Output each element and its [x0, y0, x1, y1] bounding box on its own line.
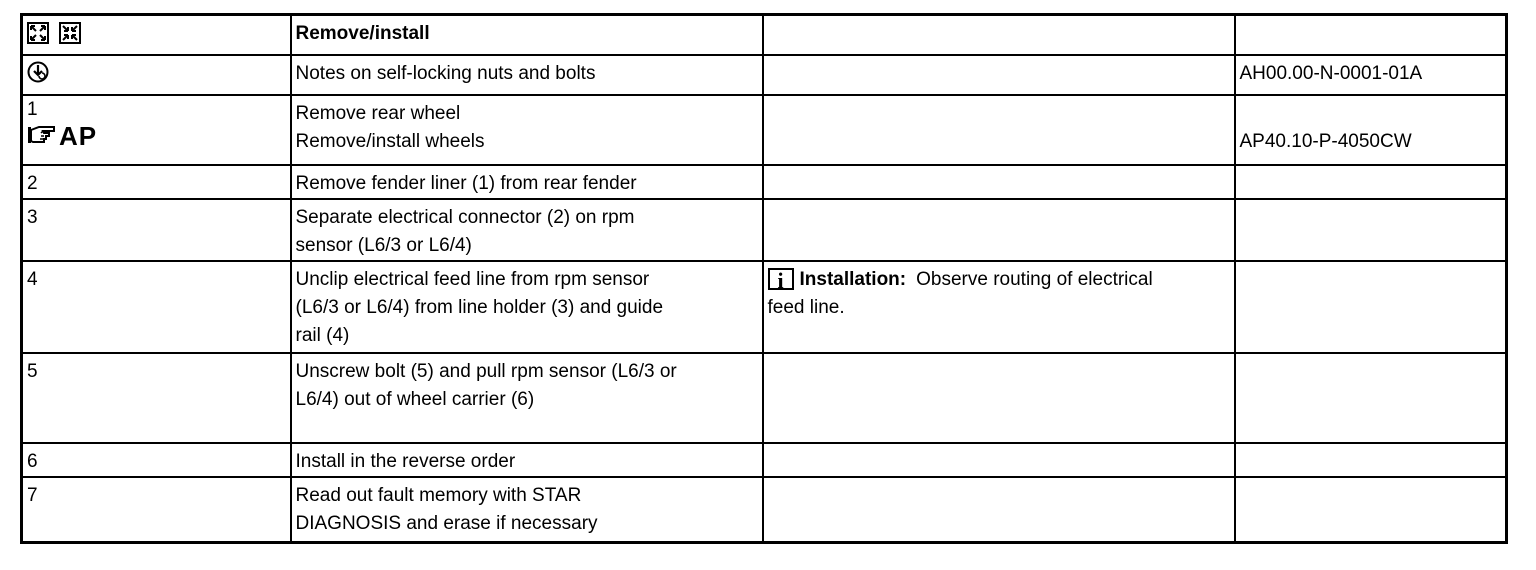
row-note-cell [763, 165, 1235, 199]
row-note-cell [763, 353, 1235, 443]
row-number-cell: 7 [22, 477, 291, 543]
table-row [22, 95, 1507, 165]
row-text-cell: Unclip electrical feed line from rpm sensor (L6/3 or L6/4) from line holder (3) and guide rail (4) [291, 261, 763, 353]
row-text-cell: Install in the reverse order [291, 443, 763, 477]
row-note-cell [763, 95, 1235, 165]
row-note-cell [763, 443, 1235, 477]
row-note-cell [763, 477, 1235, 543]
table-row [22, 199, 1507, 261]
header-note-cell [763, 15, 1235, 55]
row-number-cell: 6 [22, 443, 291, 477]
row-text-cell: Remove fender liner (1) from rear fender [291, 165, 763, 199]
row-ref-cell [1235, 165, 1507, 199]
collapse-icon[interactable] [59, 22, 81, 44]
procedure-table [20, 13, 1508, 544]
row-ref-cell [1235, 95, 1507, 165]
ap-reference[interactable] [27, 122, 285, 150]
info-icon: i [768, 268, 794, 290]
self-locking-note-icon [27, 61, 49, 92]
table-row [22, 443, 1507, 477]
row-note-cell: i Installation: Observe routing of electrical feed line. [763, 261, 1235, 353]
row-number-cell: 2 [22, 165, 291, 199]
table-row [22, 261, 1507, 353]
step-number: 1 [27, 98, 38, 120]
row-number-cell: 4 [22, 261, 291, 353]
header-icons-cell [22, 15, 291, 55]
row-ref-cell [1235, 199, 1507, 261]
row-number-cell: 3 [22, 199, 291, 261]
reference-link[interactable]: AP40.10-P-4050CW [1239, 130, 1412, 152]
row-ref-cell [1235, 477, 1507, 543]
row-note-cell [763, 199, 1235, 261]
table-row [22, 477, 1507, 543]
row-text-cell: Read out fault memory with STAR DIAGNOSIS and erase if necessary [291, 477, 763, 543]
ap-label: AP [59, 120, 98, 151]
installation-label: Installation: [799, 268, 907, 290]
row-ref-cell [1235, 443, 1507, 477]
row-text-cell: Remove rear wheel Remove/install wheels [291, 95, 763, 165]
row-text-cell: Unscrew bolt (5) and pull rpm sensor (L6/3 or L6/4) out of wheel carrier (6) [291, 353, 763, 443]
expand-icon[interactable] [27, 22, 49, 44]
pointing-hand-icon [27, 124, 57, 148]
section-title: Remove/install [295, 23, 430, 44]
header-ref-cell [1235, 15, 1507, 55]
reference-link[interactable]: AH00.00-N-0001-01A [1239, 62, 1423, 84]
row-ref-cell [1235, 261, 1507, 353]
row-icon-cell [22, 55, 291, 95]
header-title-cell [291, 15, 763, 55]
row-number-cell [22, 95, 291, 165]
row-note-cell [763, 55, 1235, 95]
row-text-cell: Notes on self-locking nuts and bolts [291, 55, 763, 95]
row-ref-cell [1235, 353, 1507, 443]
table-row [22, 55, 1507, 95]
row-number-cell: 5 [22, 353, 291, 443]
table-row [22, 353, 1507, 443]
row-ref-cell [1235, 55, 1507, 95]
row-text-cell: Separate electrical connector (2) on rpm sensor (L6/3 or L6/4) [291, 199, 763, 261]
table-row [22, 165, 1507, 199]
table-header-row [22, 15, 1507, 55]
